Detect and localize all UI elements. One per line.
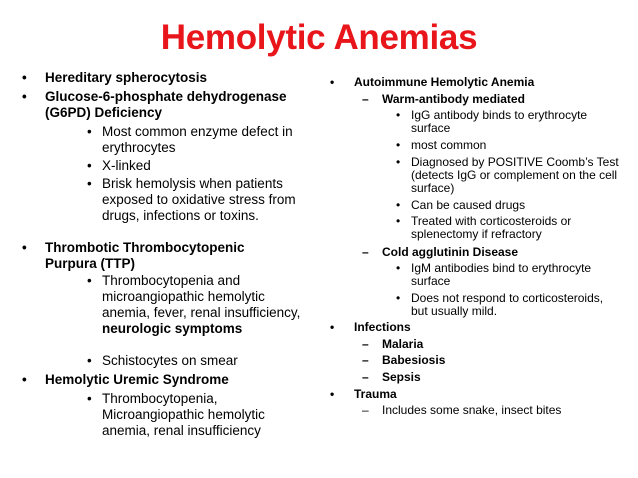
list-item: • Thrombocytopenia, Microangiopathic hemolytic anemia, renal insufficiency bbox=[87, 391, 265, 438]
dash-icon: – bbox=[362, 353, 369, 367]
list-item: • Autoimmune Hemolytic Anemia bbox=[330, 75, 535, 89]
dash-icon: – bbox=[362, 337, 369, 351]
dash-icon: – bbox=[362, 245, 369, 259]
bullet-icon: • bbox=[87, 273, 92, 288]
bullet-icon: • bbox=[87, 158, 92, 173]
bullet-icon: • bbox=[396, 261, 401, 275]
bullet-icon: • bbox=[396, 198, 401, 212]
dash-icon: – bbox=[362, 92, 369, 106]
list-item: • Schistocytes on smear bbox=[87, 353, 238, 368]
list-item: • Thrombocytopenia and microangiopathic hemolytic anemia, fever, renal insufficiency, neurologic symptoms bbox=[87, 273, 301, 336]
bullet-icon: • bbox=[87, 124, 92, 139]
list-item: • Does not respond to corticosteroids, but usually mild. bbox=[396, 291, 604, 318]
list-item: • Brisk hemolysis when patients exposed to oxidative stress from drugs, infections or toxins. bbox=[87, 176, 296, 223]
bullet-icon: • bbox=[396, 155, 401, 169]
list-item: • X-linked bbox=[87, 158, 151, 173]
list-item: • Glucose-6-phosphate dehydrogenase (G6PD) Deficiency bbox=[22, 89, 287, 120]
bullet-icon: • bbox=[330, 387, 335, 401]
emphasis-text: neurologic symptoms bbox=[102, 321, 243, 336]
bullet-icon: • bbox=[87, 176, 92, 191]
list-item: • Can be caused drugs bbox=[396, 198, 526, 212]
bullet-icon: • bbox=[330, 320, 335, 334]
list-item: • Treated with corticosteroids or splenectomy if refractory bbox=[396, 214, 572, 241]
bullet-icon: • bbox=[87, 391, 92, 406]
bullet-icon: • bbox=[22, 70, 27, 85]
list-item: – Includes some snake, insect bites bbox=[362, 403, 562, 417]
list-item: • Infections bbox=[330, 320, 411, 334]
bullet-icon: • bbox=[22, 372, 27, 387]
list-item: • Diagnosed by POSITIVE Coomb’s Test (detects IgG or complement on the cell surface) bbox=[396, 155, 619, 195]
bullet-icon: • bbox=[22, 240, 27, 255]
bullet-icon: • bbox=[396, 108, 401, 122]
slide-title: Hemolytic Anemias bbox=[160, 18, 478, 57]
list-item: – Warm-antibody mediated bbox=[362, 92, 525, 106]
list-item: • Hereditary spherocytosis bbox=[22, 70, 208, 85]
list-item: – Babesiosis bbox=[362, 353, 446, 367]
bullet-icon: • bbox=[22, 89, 27, 104]
list-item: – Malaria bbox=[362, 337, 424, 351]
list-item: • Thrombotic Thrombocytopenic Purpura (TTP) bbox=[22, 240, 245, 271]
bullet-icon: • bbox=[396, 138, 401, 152]
bullet-icon: • bbox=[330, 75, 335, 89]
list-item: • IgG antibody binds to erythrocyte surface bbox=[396, 108, 588, 135]
list-item: • Hemolytic Uremic Syndrome bbox=[22, 372, 229, 387]
list-item: • most common bbox=[396, 138, 487, 152]
list-item: – Cold agglutinin Disease bbox=[362, 245, 519, 259]
bullet-icon: • bbox=[87, 353, 92, 368]
list-item: – Sepsis bbox=[362, 370, 421, 384]
list-item: • Trauma bbox=[330, 387, 397, 401]
bullet-icon: • bbox=[396, 214, 401, 228]
list-item: • IgM antibodies bind to erythrocyte surface bbox=[396, 261, 592, 288]
dash-icon: – bbox=[362, 403, 369, 417]
bullet-icon: • bbox=[396, 291, 401, 305]
dash-icon: – bbox=[362, 370, 369, 384]
list-item: • Most common enzyme defect in erythrocytes bbox=[87, 124, 293, 155]
